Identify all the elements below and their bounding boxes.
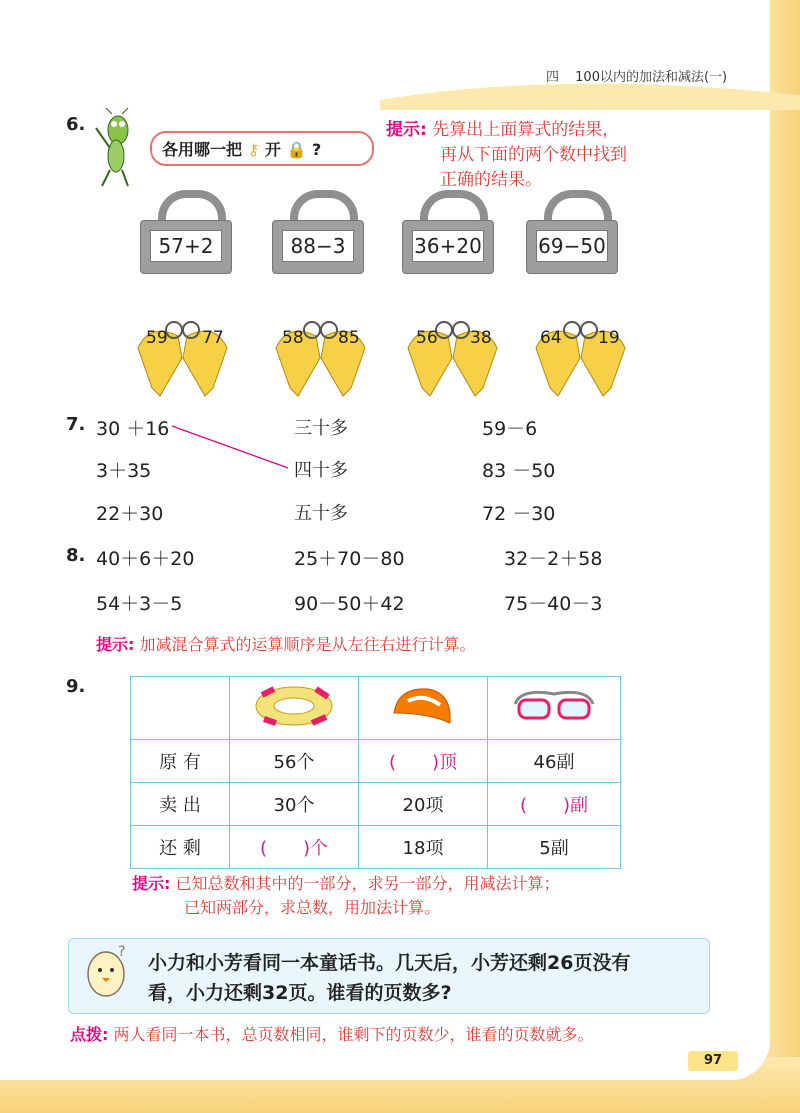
chapter-number: 四 (546, 70, 560, 85)
bubble-text-b: 开 (264, 140, 281, 159)
swim-cap-icon (388, 683, 458, 729)
question-7-number: 7. (66, 414, 86, 435)
table-row-original (131, 740, 621, 783)
q7-expr-3: 22＋30 (96, 503, 164, 525)
q7-expr-4: 59－6 (482, 418, 538, 440)
thinking-chick-icon (82, 944, 132, 1000)
key-icon: ⚷ (247, 140, 260, 159)
hint-label: 提示: (386, 120, 427, 140)
lock-2-expression: 88−3 (282, 230, 354, 262)
row-label-sold: 卖 出 (131, 783, 230, 826)
goggles-image-cell (488, 677, 621, 740)
hint-label: 提示: (132, 874, 171, 893)
table-corner-cell (131, 677, 230, 740)
lock-1-expression: 57+2 (150, 230, 222, 262)
question-8-hint (96, 632, 476, 655)
cell-original-goggles: 46副 (488, 740, 621, 783)
key-2-left-number: 58 (282, 328, 304, 348)
hint-line-1: 已知总数和其中的一部分，求另一部分，用减法计算； (175, 874, 560, 893)
hint-line-1: 先算出上面算式的结果， (432, 120, 620, 140)
question-8-number: 8. (66, 545, 86, 566)
lock-4-expression: 69−50 (536, 230, 608, 262)
swim-goggles-icon (511, 686, 597, 726)
q8-expr-6: 75－40－3 (504, 593, 603, 615)
hint-line-2: 再从下面的两个数中找到 (440, 145, 627, 165)
q7-expr-6: 72 －30 (482, 503, 556, 525)
q8-expr-2: 25＋70－80 (294, 548, 405, 570)
row-label-original: 原 有 (131, 740, 230, 783)
hint-text: 加减混合算式的运算顺序是从左往右进行计算。 (139, 635, 476, 654)
lock-3-expression: 36+20 (412, 230, 484, 262)
key-4-left-number: 64 (540, 328, 562, 348)
cell-remaining-caps: 18项 (359, 826, 488, 869)
q8-expr-1: 40＋6＋20 (96, 548, 195, 570)
q7-range-2: 四十多 (294, 460, 348, 481)
key-3-right-number: 38 (470, 328, 492, 348)
question-10-line-2: 看，小力还剩32页。谁看的页数多? (148, 982, 452, 1004)
bubble-text-c: ? (311, 140, 322, 159)
q7-expr-1: 30 ＋16 (96, 418, 170, 440)
q8-expr-3: 32－2＋58 (504, 548, 603, 570)
tip-text: 两人看同一本书，总页数相同，谁剩下的页数少，谁看的页数就多。 (113, 1025, 594, 1044)
question-9-table (130, 676, 621, 869)
row-label-remaining: 还 剩 (131, 826, 230, 869)
page-number: 97 (688, 1051, 738, 1071)
key-1-right-number: 77 (202, 328, 224, 348)
q7-expr-2: 3＋35 (96, 460, 152, 482)
swim-ring-image-cell (230, 677, 359, 740)
svg-text:?: ? (118, 944, 126, 960)
cell-sold-goggles: ( )副 (488, 783, 621, 826)
table-header-row (131, 677, 621, 740)
table-row-sold (131, 783, 621, 826)
question-9-number: 9. (66, 676, 86, 697)
swim-cap-image-cell (359, 677, 488, 740)
key-2-right-number: 85 (338, 328, 360, 348)
lock-icon: 🔒 (286, 140, 307, 159)
question-10-text (148, 948, 630, 1008)
cell-remaining-rings: ( )个 (230, 826, 359, 869)
key-4-right-number: 19 (598, 328, 620, 348)
swim-ring-icon (252, 683, 336, 729)
cell-sold-caps: 20项 (359, 783, 488, 826)
hint-line-2: 已知两部分，求总数，用加法计算。 (184, 898, 441, 917)
q7-range-3: 五十多 (294, 503, 348, 524)
cell-original-caps: ( )顶 (359, 740, 488, 783)
key-1-left-number: 59 (146, 328, 168, 348)
key-3-left-number: 56 (416, 328, 438, 348)
cell-original-rings: 56个 (230, 740, 359, 783)
hint-label: 提示: (96, 635, 135, 654)
bubble-text-a: 各用哪一把 (162, 140, 243, 159)
question-9-hint (132, 872, 560, 920)
hint-line-3: 正确的结果。 (440, 170, 542, 190)
tip-label: 点拨: (70, 1025, 109, 1044)
question-10-tip (70, 1022, 594, 1045)
question-6-number: 6. (66, 114, 86, 135)
question-10-line-1: 小力和小芳看同一本童话书。几天后，小芳还剩26页没有 (148, 952, 631, 974)
cell-remaining-goggles: 5副 (488, 826, 621, 869)
q7-range-1: 三十多 (294, 418, 348, 439)
cell-sold-rings: 30个 (230, 783, 359, 826)
q7-expr-5: 83 －50 (482, 460, 556, 482)
table-row-remaining (131, 826, 621, 869)
q8-expr-5: 90－50＋42 (294, 593, 405, 615)
q8-expr-4: 54＋3－5 (96, 593, 183, 615)
chapter-title: 100以内的加法和减法(一) (575, 70, 728, 85)
